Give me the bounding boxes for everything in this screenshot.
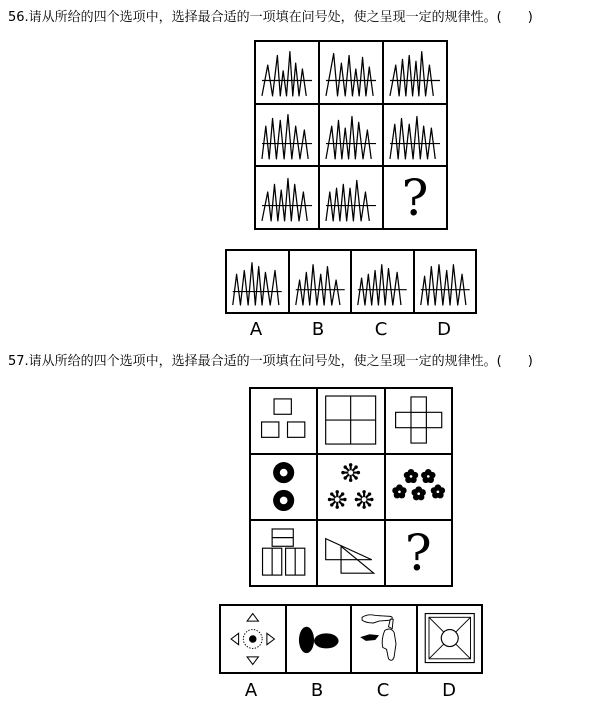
two-rings-figure xyxy=(251,455,316,519)
wave-figure xyxy=(256,167,318,228)
four-squares-figure xyxy=(318,389,383,453)
question-56-text: 56.请从所给的四个选项中，选择最合适的一项填在问号处，使之呈现一定的规律性。( ) xyxy=(8,10,533,25)
q56-option-b[interactable] xyxy=(289,250,352,313)
question-mark: ? xyxy=(401,168,429,227)
q56-puzzle-grid xyxy=(254,40,448,230)
q57-cell-question xyxy=(385,520,452,586)
flower-icon xyxy=(421,469,435,483)
snowflake-icon xyxy=(355,490,374,509)
wave-figure xyxy=(320,42,382,103)
q57-cell-four-squares xyxy=(317,388,384,454)
cross-squares-figure xyxy=(386,389,451,453)
flower-icon xyxy=(403,469,417,483)
flower-icon xyxy=(430,484,444,498)
snowflake-icon xyxy=(328,490,347,509)
q56-label-c: C xyxy=(374,319,388,340)
q57-cell-stacked-rects xyxy=(250,520,317,586)
q56-option-a[interactable] xyxy=(226,250,289,313)
triangles-figure xyxy=(318,521,383,585)
q57-cell-three-squares xyxy=(250,388,317,454)
q56-cell-9 xyxy=(383,166,447,229)
q56-cell-8 xyxy=(319,166,383,229)
q57-label-d: D xyxy=(442,680,456,701)
q57-cell-triangles xyxy=(317,520,384,586)
q56-label-a: A xyxy=(249,319,263,340)
wave-figure xyxy=(320,167,382,228)
question-mark: ? xyxy=(404,524,432,582)
q57-option-b[interactable] xyxy=(286,605,352,673)
q56-cell-2 xyxy=(319,41,383,104)
q57-options-row xyxy=(219,604,483,674)
wave-figure xyxy=(320,105,382,166)
flower-icon xyxy=(392,484,406,498)
wave-figure xyxy=(415,251,476,312)
pointing-hands-figure xyxy=(352,606,416,672)
q56-cell-6 xyxy=(383,104,447,167)
five-flowers-figure xyxy=(386,455,451,519)
q56-option-c[interactable] xyxy=(351,250,414,313)
q56-option-d[interactable] xyxy=(414,250,477,313)
wave-figure xyxy=(227,251,288,312)
q57-label-a: A xyxy=(244,680,258,701)
wave-figure xyxy=(384,105,446,166)
wave-figure xyxy=(256,105,318,166)
q56-label-d: D xyxy=(437,319,451,340)
q57-option-c[interactable] xyxy=(351,605,417,673)
q57-puzzle-grid xyxy=(249,387,453,587)
q56-cell-7 xyxy=(255,166,319,229)
q57-cell-two-rings xyxy=(250,454,317,520)
two-ovals-figure xyxy=(287,606,351,672)
q57-option-a[interactable] xyxy=(220,605,286,673)
q57-label-b: B xyxy=(310,680,324,701)
wave-figure xyxy=(256,42,318,103)
wave-figure xyxy=(352,251,413,312)
q57-cell-three-snowflakes xyxy=(317,454,384,520)
square-circle-figure xyxy=(418,606,482,672)
q56-label-b: B xyxy=(311,319,325,340)
q56-options-row xyxy=(225,249,477,314)
wave-figure xyxy=(290,251,351,312)
q56-cell-4 xyxy=(255,104,319,167)
q56-cell-3 xyxy=(383,41,447,104)
q57-cell-five-flowers xyxy=(385,454,452,520)
three-snowflakes-figure xyxy=(318,455,383,519)
wave-figure xyxy=(384,42,446,103)
snowflake-icon xyxy=(342,463,361,482)
q56-cell-5 xyxy=(319,104,383,167)
stacked-rectangles-figure xyxy=(251,521,316,585)
q57-label-c: C xyxy=(376,680,390,701)
question-57-text: 57.请从所给的四个选项中，选择最合适的一项填在问号处，使之呈现一定的规律性。( ) xyxy=(8,354,533,369)
flower-icon xyxy=(411,486,425,500)
q56-cell-1 xyxy=(255,41,319,104)
three-squares-figure xyxy=(251,389,316,453)
q57-option-d[interactable] xyxy=(417,605,483,673)
arrows-circle-figure xyxy=(221,606,285,672)
q57-cell-cross-squares xyxy=(385,388,452,454)
